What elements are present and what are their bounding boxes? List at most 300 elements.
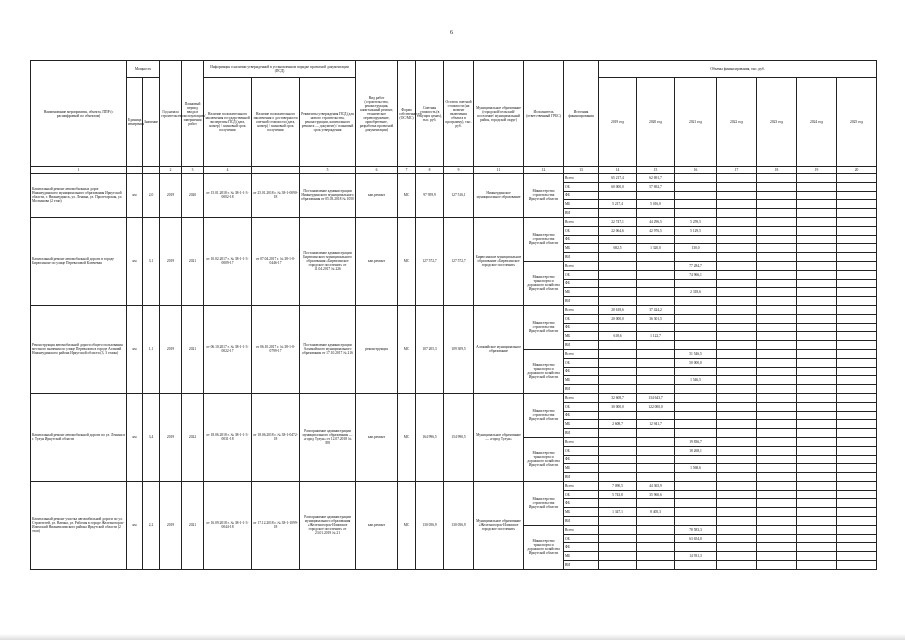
finance-value [837, 473, 877, 482]
funding-source-label: ОБ [564, 270, 599, 279]
finance-value: 2 318,6 [675, 288, 717, 297]
finance-value [675, 191, 717, 200]
finance-value [757, 332, 797, 341]
funding-source-label: ОБ [564, 314, 599, 323]
funding-source-label: ФБ [564, 367, 599, 376]
funding-source-label: ОБ [564, 534, 599, 543]
finance-value [797, 358, 837, 367]
finance-value [797, 367, 837, 376]
object-unit: км [127, 481, 143, 569]
finance-value: 30 000,0 [599, 402, 637, 411]
object-expertise: от 06.10.2017 г. № 38-1-1-3-0022-17 [204, 305, 252, 393]
object-name: Капитальный ремонт автомобильной дороги в городе Бирюсинске по улице Переваловой Ключевая [31, 217, 127, 305]
finance-value [797, 561, 837, 570]
column-number: 3 [182, 167, 204, 174]
funding-source-label: ОБ [564, 490, 599, 499]
col-period-header: Плановый период ввода в эксплуатацию/ завершения работ [182, 61, 204, 167]
column-number [127, 167, 143, 174]
finance-value [637, 209, 675, 218]
column-number [252, 167, 300, 174]
finance-value [757, 420, 797, 429]
object-smeta: от 17.12.2018 г. № 38-1-1099-18 [252, 481, 300, 569]
object-expertise: от 18.06.2018 г. № 38-1-1-3-0031-18 [204, 393, 252, 481]
finance-value [599, 341, 637, 350]
object-ownership: МС [398, 305, 416, 393]
finance-value [637, 349, 675, 358]
finance-value [717, 499, 757, 508]
finance-value [717, 464, 757, 473]
funding-source-label: ВИ [564, 253, 599, 262]
finance-value [717, 358, 757, 367]
finance-value: 57 692,7 [637, 182, 675, 191]
finance-value [599, 191, 637, 200]
finance-value [599, 270, 637, 279]
finance-value [797, 332, 837, 341]
finance-value [599, 473, 637, 482]
finance-value [797, 200, 837, 209]
finance-value [717, 446, 757, 455]
finance-value [599, 429, 637, 438]
finance-value [599, 358, 637, 367]
funding-source-label: МБ [564, 464, 599, 473]
finance-value [637, 473, 675, 482]
finance-value [757, 367, 797, 376]
finance-value [717, 525, 757, 534]
col-cost-header: Сметная стоимость (в текущих ценах), тыс. руб. [416, 61, 444, 167]
finance-value [599, 525, 637, 534]
finance-value [717, 517, 757, 526]
finance-value [599, 411, 637, 420]
finance-value [599, 235, 637, 244]
page-number: 6 [450, 30, 453, 36]
finance-value [717, 332, 757, 341]
finance-value: 8 405,3 [637, 508, 675, 517]
finance-value [717, 341, 757, 350]
financing-table-sheet [30, 60, 876, 625]
finance-value [717, 473, 757, 482]
finance-value [757, 349, 797, 358]
col-form-header: Форма собственности (ОС/МС) [398, 61, 416, 167]
finance-value: 78 583,3 [675, 525, 717, 534]
object-end-year: 2021 [182, 217, 204, 305]
funding-source-label: ФБ [564, 235, 599, 244]
finance-value [717, 534, 757, 543]
finance-value [797, 279, 837, 288]
object-start-year: 2019 [160, 481, 182, 569]
finance-value [757, 437, 797, 446]
column-number: 6 [356, 167, 398, 174]
column-number: 2 [160, 167, 182, 174]
finance-value [637, 437, 675, 446]
column-number: 18 [757, 167, 797, 174]
finance-value [675, 543, 717, 552]
finance-value [675, 323, 717, 332]
object-municipality: Муниципальное образование «Железногорск-Илимское городское поселение» [474, 481, 524, 569]
column-number: 7 [398, 167, 416, 174]
table-body [31, 174, 877, 570]
finance-value [717, 200, 757, 209]
finance-value [797, 534, 837, 543]
col-docs-header: Информация о наличии утвержденной в установленном порядке проектной документации (ПСД) [204, 61, 356, 78]
object-approval: Распоряжение администрации муниципального образования «Железногорск-Илимское городское поселение» от 23.01.2019 № 21 [300, 481, 356, 569]
object-grbs: Министерство строительства Иркутской области [524, 305, 564, 349]
finance-value: 51 546,5 [675, 349, 717, 358]
finance-value [599, 517, 637, 526]
object-name: Капитальный ремонт автомобильной дороги по ул. Ленина в г. Тулун Иркутской области [31, 393, 127, 481]
finance-value [757, 209, 797, 218]
finance-value [797, 182, 837, 191]
finance-value [757, 244, 797, 253]
finance-value [757, 261, 797, 270]
object-grbs: Министерство строительства Иркутской области [524, 393, 564, 437]
finance-value [837, 226, 877, 235]
finance-value: 1 546,5 [675, 376, 717, 385]
object-remain: 127 516,1 [444, 174, 474, 218]
finance-value [637, 455, 675, 464]
object-start-year: 2019 [160, 393, 182, 481]
object-cost: 127 572,7 [416, 217, 444, 305]
finance-value [837, 191, 877, 200]
finance-value [599, 499, 637, 508]
finance-value: 22 064,6 [599, 226, 637, 235]
finance-value [717, 209, 757, 218]
object-start-year: 2019 [160, 217, 182, 305]
finance-value [797, 191, 837, 200]
finance-value [717, 543, 757, 552]
funding-source-label: ФБ [564, 455, 599, 464]
finance-value [675, 429, 717, 438]
finance-value [797, 376, 837, 385]
finance-value [797, 543, 837, 552]
col-remain-header: Остаток сметной стоимости (на момент включения объекта в программу), тыс. руб. [444, 61, 474, 167]
finance-value [717, 305, 757, 314]
column-number: 20 [837, 167, 877, 174]
funding-source-label: ВИ [564, 341, 599, 350]
object-unit: км [127, 217, 143, 305]
object-remain: 127 572,7 [444, 217, 474, 305]
object-works: кап.ремонт [356, 393, 398, 481]
column-number: 14 [599, 167, 637, 174]
object-expertise: от 15.01.2018 г. № 38-1-1-3-0002-18 [204, 174, 252, 218]
finance-value [797, 209, 837, 218]
finance-value [675, 455, 717, 464]
finance-value [837, 314, 877, 323]
finance-value [717, 385, 757, 394]
finance-value [837, 543, 877, 552]
finance-value [837, 385, 877, 394]
object-approval: Постановление администрации Бирюсинского муниципального образования «Бирюсинское городское поселение» от 11.04.2017 № 226 [300, 217, 356, 305]
funding-source-label: Всего [564, 393, 599, 402]
funding-source-label: Всего [564, 305, 599, 314]
year-header: 2021 год [675, 78, 717, 167]
funding-source-label: Всего [564, 174, 599, 183]
finance-value [797, 341, 837, 350]
finance-value: 65 217,4 [599, 174, 637, 183]
finance-value [717, 182, 757, 191]
object-grbs: Министерство строительства Иркутской области [524, 481, 564, 525]
finance-value [675, 517, 717, 526]
finance-value [837, 279, 877, 288]
finance-value [717, 490, 757, 499]
finance-value [837, 552, 877, 561]
finance-value [797, 455, 837, 464]
finance-value: 44 296,5 [637, 217, 675, 226]
finance-value [837, 499, 877, 508]
col-approval-header: Реквизиты утверждения ПСД (для нового строительства, реконструкции, капитального ремонта — документ) / плановый срок утверждения [300, 78, 356, 167]
finance-value [797, 429, 837, 438]
finance-value [837, 217, 877, 226]
finance-value [599, 367, 637, 376]
object-grbs: Министерство транспорта и дорожного хозяйства Иркутской области [524, 437, 564, 481]
object-works: реконструкция [356, 305, 398, 393]
funding-source-label: ФБ [564, 323, 599, 332]
finance-value [717, 561, 757, 570]
finance-value [717, 552, 757, 561]
finance-value [717, 279, 757, 288]
finance-value [599, 209, 637, 218]
finance-value [675, 279, 717, 288]
finance-value [717, 270, 757, 279]
object-unit: км [127, 174, 143, 218]
finance-value [837, 534, 877, 543]
funding-source-label: ОБ [564, 182, 599, 191]
object-grbs: Министерство транспорта и дорожного хозяйства Иркутской области [524, 349, 564, 393]
finance-value: 5 259,5 [675, 217, 717, 226]
finance-value [757, 182, 797, 191]
column-number: 12 [524, 167, 564, 174]
finance-value [797, 261, 837, 270]
finance-value [797, 437, 837, 446]
finance-value [757, 525, 797, 534]
finance-value [675, 314, 717, 323]
object-unit: км [127, 393, 143, 481]
finance-value [717, 288, 757, 297]
finance-value: 35 960,6 [637, 490, 675, 499]
object-works: кап.ремонт [356, 481, 398, 569]
finance-value [717, 314, 757, 323]
finance-value: 37 424,2 [637, 305, 675, 314]
finance-value [637, 525, 675, 534]
object-works: кап.ремонт [356, 174, 398, 218]
finance-value [757, 226, 797, 235]
finance-value [837, 261, 877, 270]
finance-value [637, 429, 675, 438]
funding-source-label: МБ [564, 376, 599, 385]
funding-source-label: ОБ [564, 402, 599, 411]
column-number: 5 [300, 167, 356, 174]
finance-value [757, 314, 797, 323]
finance-value: 74 966,1 [675, 270, 717, 279]
finance-value [837, 464, 877, 473]
object-works: кап.ремонт [356, 217, 398, 305]
finance-value [717, 429, 757, 438]
finance-value [599, 552, 637, 561]
col-start-header: Год начала строительства [160, 61, 182, 167]
finance-value [837, 525, 877, 534]
finance-value [675, 253, 717, 262]
finance-value [757, 358, 797, 367]
finance-value [757, 279, 797, 288]
finance-value: 130,0 [675, 244, 717, 253]
finance-value [599, 261, 637, 270]
finance-value [637, 561, 675, 570]
finance-value [675, 367, 717, 376]
funding-source-label: Всего [564, 437, 599, 446]
col-unit-header: Единица измерения [127, 78, 143, 167]
funding-source-label: ОБ [564, 358, 599, 367]
finance-value [797, 174, 837, 183]
finance-value [797, 217, 837, 226]
finance-value [757, 235, 797, 244]
finance-value [717, 481, 757, 490]
finance-value [717, 411, 757, 420]
finance-value [757, 288, 797, 297]
finance-value: 682,5 [599, 244, 637, 253]
funding-source-label: ВИ [564, 209, 599, 218]
finance-value [837, 235, 877, 244]
object-end-year: 2021 [182, 481, 204, 569]
finance-value [797, 297, 837, 306]
finance-value [837, 288, 877, 297]
finance-value [637, 270, 675, 279]
finance-value [599, 279, 637, 288]
finance-value [797, 473, 837, 482]
object-end-year: 2021 [182, 305, 204, 393]
finance-value [837, 209, 877, 218]
finance-value [675, 561, 717, 570]
funding-source-label: ВИ [564, 517, 599, 526]
finance-value: 5 016,0 [637, 200, 675, 209]
finance-value [675, 209, 717, 218]
finance-value [599, 561, 637, 570]
finance-value [797, 323, 837, 332]
finance-value [757, 481, 797, 490]
table-row [31, 174, 877, 183]
finance-value [717, 297, 757, 306]
finance-value: 42 976,5 [637, 226, 675, 235]
finance-value [717, 226, 757, 235]
finance-value [599, 288, 637, 297]
funding-source-label: МБ [564, 508, 599, 517]
finance-value [797, 235, 837, 244]
object-smeta: от 07.04.2017 г. № 38-1-0-0446-17 [252, 217, 300, 305]
object-name: Реконструкция автомобильной дороги общего пользования местного значения по улице Перевалова в городе Алзамай Нижнеудинского района Иркутской области (3, 3 этапы) [31, 305, 127, 393]
finance-value [637, 543, 675, 552]
object-start-year: 2019 [160, 174, 182, 218]
object-value: 1,1 [143, 305, 160, 393]
finance-value [837, 349, 877, 358]
finance-value [717, 455, 757, 464]
object-value: 3,1 [143, 217, 160, 305]
column-number: 4 [204, 167, 252, 174]
finance-value: 134 643,7 [637, 393, 675, 402]
finance-value [599, 437, 637, 446]
funding-source-label: ФБ [564, 279, 599, 288]
finance-value [637, 376, 675, 385]
funding-source-label: ФБ [564, 411, 599, 420]
finance-value [757, 191, 797, 200]
finance-value [837, 429, 877, 438]
finance-value: 122 000,0 [637, 402, 675, 411]
finance-value [717, 349, 757, 358]
year-header: 2024 год [797, 78, 837, 167]
finance-value [797, 244, 837, 253]
finance-value [637, 323, 675, 332]
funding-source-label: МБ [564, 552, 599, 561]
funding-source-label: Всего [564, 349, 599, 358]
object-municipality: Нижнеудинское муниципальное образование [474, 174, 524, 218]
finance-value [599, 455, 637, 464]
finance-value [837, 253, 877, 262]
finance-value [637, 367, 675, 376]
column-number: 13 [564, 167, 599, 174]
funding-source-label: Всего [564, 217, 599, 226]
finance-value [599, 534, 637, 543]
finance-value [797, 552, 837, 561]
finance-value [757, 305, 797, 314]
finance-value: 5 129,5 [675, 226, 717, 235]
object-grbs: Министерство транспорта и дорожного хозяйства Иркутской области [524, 525, 564, 569]
col-value-header: Значение [143, 78, 160, 167]
object-start-year: 2019 [160, 305, 182, 393]
object-end-year: 2022 [182, 393, 204, 481]
col-smeta-header: Наличие положительного заключения о достоверности сметной стоимости (дата, номер) / плановый срок получения [252, 78, 300, 167]
finance-value [797, 420, 837, 429]
table-row [31, 305, 877, 314]
object-smeta: от 25.01.2018 г. № 38-1-0090-18 [252, 174, 300, 218]
finance-value [757, 376, 797, 385]
object-remain: 154 990,5 [444, 393, 474, 481]
finance-value [837, 481, 877, 490]
finance-value [599, 385, 637, 394]
column-number: 19 [797, 167, 837, 174]
funding-source-label: МБ [564, 420, 599, 429]
finance-value [599, 349, 637, 358]
finance-value [717, 367, 757, 376]
finance-value [675, 393, 717, 402]
finance-value [599, 464, 637, 473]
object-cost: 164 996,5 [416, 393, 444, 481]
object-remain: 109 309,5 [444, 305, 474, 393]
finance-value [675, 473, 717, 482]
finance-value [837, 437, 877, 446]
finance-value [797, 253, 837, 262]
finance-value: 12 941,7 [637, 420, 675, 429]
object-grbs: Министерство транспорта и дорожного хозяйства Иркутской области [524, 261, 564, 305]
object-name: Капитальный ремонт участка автомобильной дороги по ул. Строителей, ул. Ватина, ул. Рабочая в городе Железногорск-Илимский Нижнеилимского района Иркутской области (2 этап) [31, 481, 127, 569]
column-number: 17 [717, 167, 757, 174]
finance-value [757, 552, 797, 561]
finance-value [637, 288, 675, 297]
finance-value [757, 561, 797, 570]
finance-value [797, 288, 837, 297]
finance-value [837, 376, 877, 385]
finance-value [797, 411, 837, 420]
finance-value [637, 297, 675, 306]
financing-table [30, 60, 877, 570]
funding-source-label: ФБ [564, 543, 599, 552]
finance-value [637, 253, 675, 262]
finance-value [837, 393, 877, 402]
finance-value [757, 323, 797, 332]
finance-value [797, 508, 837, 517]
finance-value [637, 261, 675, 270]
column-number: 15 [637, 167, 675, 174]
finance-value [757, 446, 797, 455]
finance-value: 5 217,4 [599, 200, 637, 209]
funding-source-label: ФБ [564, 191, 599, 200]
object-value: 2,2 [143, 481, 160, 569]
